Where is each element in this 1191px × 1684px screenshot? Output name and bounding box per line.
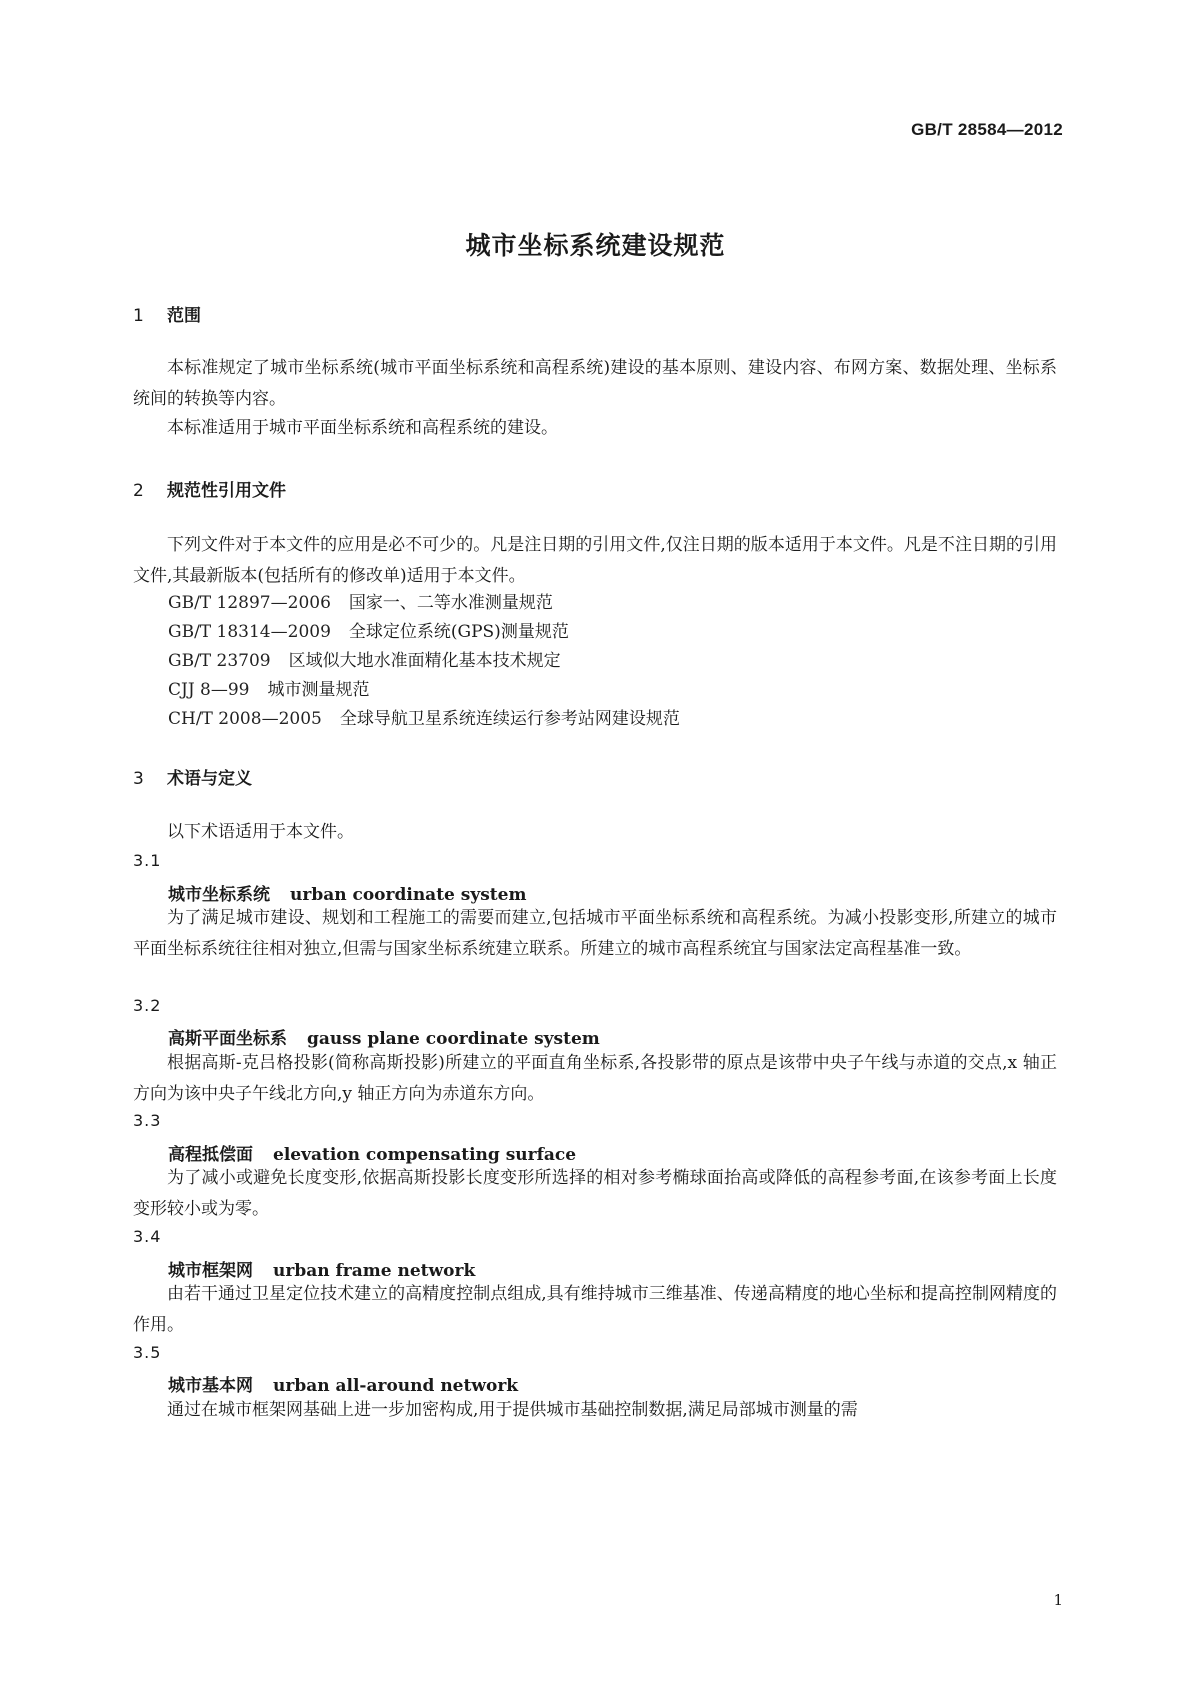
term-en: elevation compensating surface — [273, 1145, 577, 1165]
reference-code: GB/T 12897—2006 — [168, 593, 331, 613]
reference-item — [168, 675, 370, 706]
reference-item — [168, 704, 680, 735]
section-title: 术语与定义 — [167, 769, 252, 789]
terms-intro: 以下术语适用于本文件。 — [167, 822, 354, 842]
term-definition: 根据高斯-克吕格投影(简称高斯投影)所建立的平面直角坐标系,各投影带的原点是该带中央子午线与赤道的交点,x 轴正方向为该中央子午线北方向,y 轴正方向为赤道东方向。 — [133, 1053, 1057, 1104]
section-heading-1 — [133, 301, 201, 326]
reference-title: 区域似大地水准面精化基本技术规定 — [288, 651, 561, 671]
reference-code: GB/T 18314—2009 — [168, 622, 331, 642]
document-title: 城市坐标系统建设规范 — [465, 231, 726, 260]
section-number: 2 — [133, 481, 144, 501]
term-number: 3.4 — [133, 1227, 162, 1246]
scope-paragraph-1: 本标准规定了城市坐标系统(城市平面坐标系统和高程系统)建设的基本原则、建设内容、布网方案、数据处理、坐标系统间的转换等内容。 — [133, 358, 1057, 409]
reference-title: 全球定位系统(GPS)测量规范 — [348, 622, 569, 642]
term-zh: 城市坐标系统 — [168, 885, 270, 905]
reference-code: CH/T 2008—2005 — [168, 709, 322, 729]
term-number: 3.1 — [133, 851, 162, 870]
term-definition: 通过在城市框架网基础上进一步加密构成,用于提供城市基础控制数据,满足局部城市测量的需 — [167, 1400, 858, 1420]
term-heading — [168, 1024, 600, 1049]
references-intro: 下列文件对于本文件的应用是必不可少的。凡是注日期的引用文件,仅注日期的版本适用于本文件。凡是不注日期的引用文件,其最新版本(包括所有的修改单)适用于本文件。 — [133, 535, 1057, 586]
reference-item — [168, 588, 553, 619]
reference-code: CJJ 8—99 — [168, 680, 250, 700]
section-number: 3 — [133, 769, 144, 789]
reference-title: 国家一、二等水准测量规范 — [348, 593, 553, 613]
term-zh: 城市基本网 — [168, 1376, 253, 1396]
term-heading — [168, 1371, 518, 1396]
reference-code: GB/T 23709 — [168, 651, 271, 671]
term-definition: 为了满足城市建设、规划和工程施工的需要而建立,包括城市平面坐标系统和高程系统。为减小投影变形,所建立的城市平面坐标系统往往相对独立,但需与国家坐标系统建立联系。所建立的城市高程系统宜与国家法定高程基准一致。 — [133, 908, 1057, 959]
reference-item — [168, 646, 561, 677]
reference-title: 全球导航卫星系统连续运行参考站网建设规范 — [339, 709, 680, 729]
standard-code: GB/T 28584—2012 — [911, 120, 1063, 139]
term-zh: 高斯平面坐标系 — [168, 1029, 287, 1049]
page-number: 1 — [1053, 1591, 1063, 1609]
scope-paragraph-2: 本标准适用于城市平面坐标系统和高程系统的建设。 — [167, 418, 558, 438]
section-title: 范围 — [167, 306, 201, 326]
reference-item — [168, 617, 569, 648]
term-definition: 由若干通过卫星定位技术建立的高精度控制点组成,具有维持城市三维基准、传递高精度的地心坐标和提高控制网精度的作用。 — [133, 1284, 1057, 1335]
term-zh: 城市框架网 — [168, 1261, 253, 1281]
term-heading — [168, 1256, 475, 1281]
term-en: urban frame network — [273, 1261, 476, 1281]
term-en: urban coordinate system — [290, 885, 527, 905]
term-number: 3.5 — [133, 1343, 162, 1362]
term-definition: 为了减小或避免长度变形,依据高斯投影长度变形所选择的相对参考椭球面抬高或降低的高程参考面,在该参考面上长度变形较小或为零。 — [133, 1168, 1057, 1219]
reference-title: 城市测量规范 — [267, 680, 370, 700]
section-number: 1 — [133, 306, 144, 326]
term-heading — [168, 1140, 576, 1165]
term-number: 3.2 — [133, 996, 162, 1015]
term-zh: 高程抵偿面 — [168, 1145, 253, 1165]
term-heading — [168, 880, 526, 905]
term-number: 3.3 — [133, 1111, 162, 1130]
section-heading-2 — [133, 476, 286, 501]
section-heading-3 — [133, 764, 252, 789]
section-title: 规范性引用文件 — [167, 481, 286, 501]
term-en: gauss plane coordinate system — [307, 1029, 600, 1049]
term-en: urban all-around network — [273, 1376, 519, 1396]
